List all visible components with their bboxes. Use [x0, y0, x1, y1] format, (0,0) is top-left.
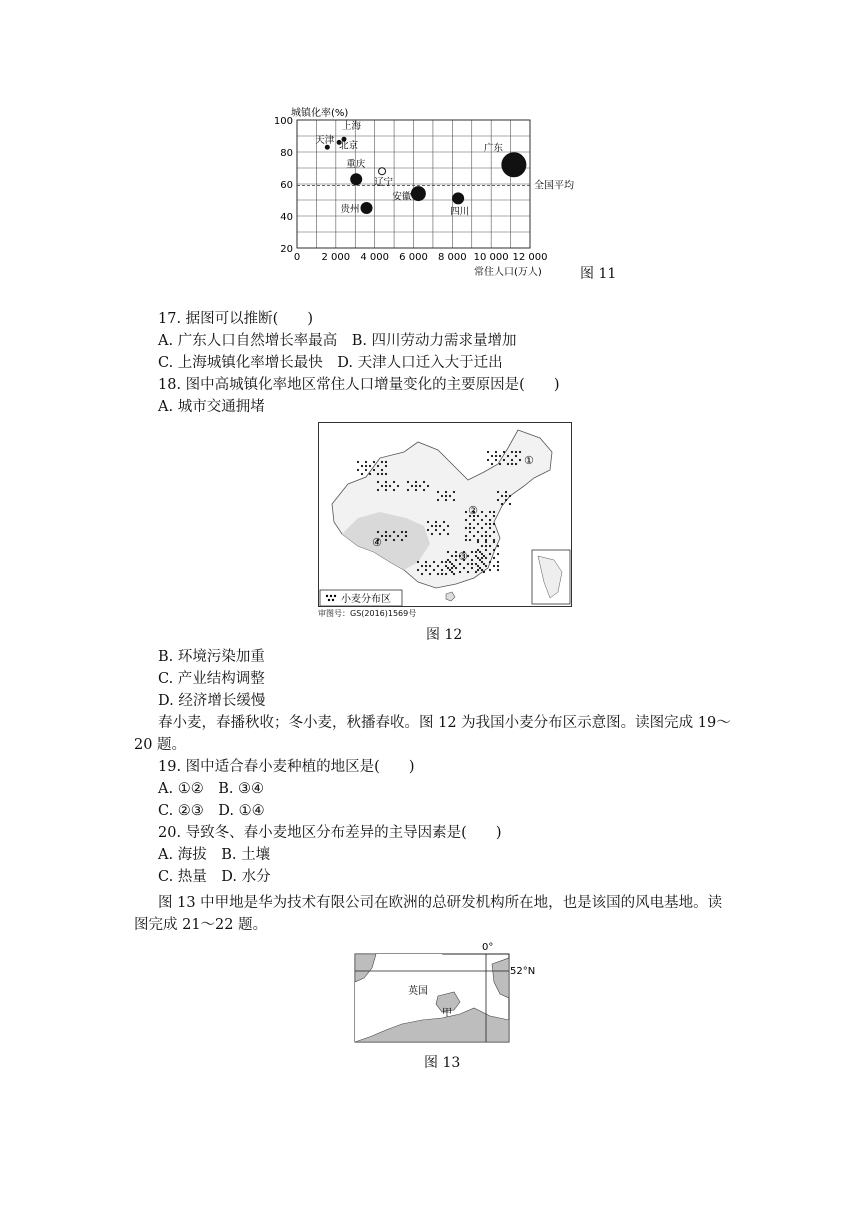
wheat-dot — [377, 473, 379, 475]
wheat-dot — [497, 569, 499, 571]
wheat-dot — [471, 563, 473, 565]
wheat-dot — [369, 473, 371, 475]
wheat-dot — [469, 523, 471, 525]
q20-options-cd: C. 热量 D. 水分 — [158, 869, 271, 885]
wheat-dot — [429, 573, 431, 575]
wheat-dot — [381, 473, 383, 475]
wheat-dot — [423, 489, 425, 491]
x-tick-label: 4 000 — [360, 252, 389, 263]
wheat-dot — [475, 555, 477, 557]
wheat-dot — [487, 451, 489, 453]
wheat-dot — [437, 565, 439, 567]
wheat-dot — [503, 459, 505, 461]
point-label: 辽宁 — [374, 177, 394, 189]
legend-label: 小麦分布区 — [341, 594, 391, 605]
wheat-dot — [511, 451, 513, 453]
wheat-dot — [451, 571, 453, 573]
wheat-dot — [393, 489, 395, 491]
chart-points — [315, 120, 526, 217]
wheat-dot — [489, 569, 491, 571]
q18-option-c: C. 产业结构调整 — [158, 671, 265, 687]
wheat-dot — [455, 551, 457, 553]
wheat-dot — [393, 481, 395, 483]
wheat-dot — [389, 535, 391, 537]
wheat-dot — [489, 511, 491, 513]
q19-options-cd: C. ②③ D. ①④ — [158, 803, 265, 819]
wheat-dot — [481, 545, 483, 547]
wheat-dot — [415, 481, 417, 483]
point-label: 广东 — [483, 142, 503, 154]
wheat-dot — [499, 455, 501, 457]
wheat-dot — [453, 499, 455, 501]
wheat-dot — [401, 531, 403, 533]
wheat-dot — [493, 549, 495, 551]
q20-stem: 20. 导致冬、春小麦地区分布差异的主导因素是( ) — [158, 825, 502, 841]
wheat-dot — [425, 569, 427, 571]
wheat-dot — [489, 523, 491, 525]
wheat-dot — [497, 499, 499, 501]
y-tick-label: 100 — [273, 116, 293, 127]
point-label: 天津 — [315, 135, 335, 147]
wheat-dot — [499, 463, 501, 465]
wheat-dot — [377, 481, 379, 483]
point-label: 重庆 — [346, 159, 366, 171]
wheat-dot — [479, 567, 481, 569]
point-label: 安徽 — [392, 191, 412, 203]
wheat-dot — [421, 573, 423, 575]
x-tick-label: 0 — [293, 252, 301, 263]
wheat-dot — [407, 481, 409, 483]
wheat-dot — [393, 539, 395, 541]
wheat-dot — [493, 511, 495, 513]
wheat-dot — [483, 555, 485, 557]
wheat-dot — [465, 539, 467, 541]
wheat-dot — [473, 535, 475, 537]
data-point — [379, 168, 386, 175]
wheat-dot — [385, 531, 387, 533]
wheat-dot — [485, 545, 487, 547]
wheat-dot — [471, 559, 473, 561]
wheat-dot — [465, 535, 467, 537]
wheat-dot — [493, 531, 495, 533]
wheat-dot — [487, 459, 489, 461]
x-tick-label: 2 000 — [321, 252, 351, 263]
wheat-dot — [515, 463, 517, 465]
wheat-dot — [445, 499, 447, 501]
data-point — [351, 174, 362, 185]
wheat-dot — [497, 491, 499, 493]
marker-3: ③ — [458, 550, 468, 563]
wheat-dot — [385, 465, 387, 467]
wheat-dot — [507, 455, 509, 457]
wheat-dot — [479, 559, 481, 561]
wheat-dot — [501, 503, 503, 505]
wheat-dot — [471, 551, 473, 553]
q18-option-d: D. 经济增长缓慢 — [158, 693, 266, 709]
wheat-dot — [489, 535, 491, 537]
data-point — [502, 153, 526, 177]
wheat-dot — [485, 515, 487, 517]
wheat-dot — [481, 535, 483, 537]
wheat-dot — [401, 539, 403, 541]
wheat-dot — [477, 569, 479, 571]
wheat-dot — [477, 531, 479, 533]
wheat-dot — [443, 521, 445, 523]
point-label: 贵州 — [340, 204, 360, 215]
marker-2: ② — [468, 504, 478, 517]
site-label: 甲 — [442, 1008, 452, 1019]
wheat-dot — [451, 563, 453, 565]
intro-21-22-line2: 图完成 21～22 题。 — [134, 917, 268, 933]
wheat-dot — [463, 567, 465, 569]
wheat-dot — [485, 531, 487, 533]
wheat-dot — [503, 451, 505, 453]
wheat-dot — [477, 557, 479, 559]
wheat-dot — [381, 485, 383, 487]
wheat-dot — [447, 559, 449, 561]
wheat-dot — [519, 459, 521, 461]
wheat-dot — [485, 541, 487, 543]
wheat-dot — [405, 531, 407, 533]
wheat-dot — [505, 499, 507, 501]
data-point — [411, 187, 425, 201]
wheat-dot — [385, 539, 387, 541]
data-point — [453, 193, 464, 204]
wheat-dot — [405, 535, 407, 537]
wheat-dot — [465, 519, 467, 521]
wheat-dot — [441, 569, 443, 571]
q19-options-ab: A. ①② B. ③④ — [158, 781, 265, 797]
intro-19-20-line1: 春小麦，春播秋收；冬小麦，秋播春收。图 12 为我国小麦分布区示意图。读图完成 19～ — [158, 715, 731, 731]
wheat-dot — [449, 561, 451, 563]
wheat-dot — [465, 527, 467, 529]
data-point — [361, 203, 372, 214]
wheat-dot — [477, 539, 479, 541]
wheat-dot — [385, 473, 387, 475]
wheat-dot — [439, 533, 441, 535]
figure-11-chart — [0, 0, 860, 290]
wheat-dot — [477, 523, 479, 525]
wheat-dot — [447, 551, 449, 553]
wheat-dot — [493, 515, 495, 517]
wheat-dot — [447, 525, 449, 527]
wheat-dot — [425, 565, 427, 567]
wheat-dot — [497, 545, 499, 547]
wheat-dot — [377, 489, 379, 491]
wheat-dot — [377, 531, 379, 533]
figure-12-caption: 图 12 — [426, 627, 463, 643]
wheat-dot — [491, 455, 493, 457]
wheat-dot — [445, 573, 447, 575]
wheat-dot — [495, 455, 497, 457]
wheat-dot — [485, 523, 487, 525]
wheat-dot — [481, 519, 483, 521]
wheat-dot — [439, 525, 441, 527]
q18-option-a: A. 城市交通拥堵 — [158, 399, 265, 415]
wheat-dot — [373, 469, 375, 471]
wheat-dot — [489, 553, 491, 555]
wheat-dot — [467, 571, 469, 573]
q17-options-ab: A. 广东人口自然增长率最高 B. 四川劳动力需求量增加 — [158, 333, 517, 349]
wheat-dot — [411, 485, 413, 487]
wheat-dot — [475, 563, 477, 565]
wheat-dot — [427, 485, 429, 487]
wheat-dot — [385, 535, 387, 537]
intro-21-22-line1: 图 13 中甲地是华为技术有限公司在欧洲的总研发机构所在地，也是该国的风电基地。读 — [158, 895, 723, 911]
intro-19-20-line2: 20 题。 — [134, 737, 187, 753]
wheat-dot — [515, 455, 517, 457]
wheat-dot — [415, 485, 417, 487]
wheat-dot — [493, 523, 495, 525]
wheat-dot — [467, 563, 469, 565]
wheat-dot — [445, 495, 447, 497]
q17-stem: 17. 据图可以推断( ) — [158, 311, 313, 327]
wheat-dot — [433, 569, 435, 571]
wheat-dot — [415, 489, 417, 491]
wheat-dot — [435, 521, 437, 523]
wheat-dot — [423, 481, 425, 483]
wheat-dot — [495, 451, 497, 453]
q18-option-b: B. 环境污染加重 — [158, 649, 265, 665]
country-label: 英国 — [408, 986, 428, 997]
wheat-dot — [419, 485, 421, 487]
wheat-dot — [437, 573, 439, 575]
y-tick-label: 80 — [280, 148, 293, 159]
wheat-dot — [455, 567, 457, 569]
wheat-dot — [427, 521, 429, 523]
y-tick-label: 40 — [280, 212, 293, 223]
wheat-dot — [365, 465, 367, 467]
figure-11-caption: 图 11 — [580, 266, 617, 282]
point-label: 北京 — [339, 140, 359, 152]
wheat-dot — [509, 503, 511, 505]
y-axis-label: 城镇化率(%) — [291, 108, 349, 119]
wheat-dot — [485, 549, 487, 551]
q19-stem: 19. 图中适合春小麦种植的地区是( ) — [158, 759, 415, 775]
wheat-dot — [481, 569, 483, 571]
wheat-dot — [451, 555, 453, 557]
wheat-dot — [453, 573, 455, 575]
wheat-dot — [485, 539, 487, 541]
figure-13-map — [350, 938, 550, 1048]
wheat-dot — [519, 451, 521, 453]
wheat-dot — [385, 481, 387, 483]
wheat-dot — [469, 527, 471, 529]
figure-13-caption: 图 13 — [424, 1055, 461, 1071]
wheat-dot — [381, 469, 383, 471]
wheat-dot — [373, 461, 375, 463]
wheat-dot — [481, 527, 483, 529]
wheat-dot — [447, 567, 449, 569]
wheat-dot — [511, 459, 513, 461]
map-approval-number: 审图号：GS(2016)1569号 — [318, 609, 417, 618]
x-tick-label: 12 000 — [512, 252, 548, 263]
wheat-dot — [489, 519, 491, 521]
x-tick-label: 10 000 — [473, 252, 509, 263]
wheat-dot — [465, 511, 467, 513]
wheat-dot — [505, 495, 507, 497]
wheat-dot — [459, 571, 461, 573]
wheat-dot — [455, 555, 457, 557]
marker-1: ① — [524, 454, 534, 467]
wheat-dot — [369, 465, 371, 467]
wheat-dot — [483, 563, 485, 565]
wheat-dot — [475, 551, 477, 553]
longitude-label: 0° — [482, 942, 494, 953]
point-label: 上海 — [341, 121, 362, 133]
wheat-dot — [417, 569, 419, 571]
wheat-dot — [483, 571, 485, 573]
wheat-dot — [481, 557, 483, 559]
wheat-dot — [441, 495, 443, 497]
wheat-dot — [377, 465, 379, 467]
wheat-dot — [397, 535, 399, 537]
wheat-dot — [437, 491, 439, 493]
wheat-dot — [361, 465, 363, 467]
wheat-dot — [489, 561, 491, 563]
wheat-dot — [435, 525, 437, 527]
wheat-dot — [477, 541, 479, 543]
wheat-dot — [505, 491, 507, 493]
q17-options-cd: C. 上海城镇化率增长最快 D. 天津人口迁入大于迁出 — [158, 355, 503, 371]
wheat-dot — [493, 557, 495, 559]
wheat-dot — [445, 561, 447, 563]
wheat-dot — [471, 567, 473, 569]
wheat-dot — [477, 565, 479, 567]
wheat-dot — [435, 529, 437, 531]
wheat-dot — [481, 561, 483, 563]
wheat-dot — [437, 499, 439, 501]
q18-stem: 18. 图中高城镇化率地区常住人口增量变化的主要原因是( ) — [158, 377, 560, 393]
wheat-dot — [515, 451, 517, 453]
wheat-dot — [357, 469, 359, 471]
wheat-dot — [431, 533, 433, 535]
wheat-dot — [443, 529, 445, 531]
wheat-dot — [407, 489, 409, 491]
wheat-dot — [421, 565, 423, 567]
wheat-dot — [469, 539, 471, 541]
wheat-dot — [453, 565, 455, 567]
wheat-dot — [469, 531, 471, 533]
wheat-dot — [481, 511, 483, 513]
wheat-dot — [427, 529, 429, 531]
wheat-dot — [365, 461, 367, 463]
wheat-dot — [475, 571, 477, 573]
x-axis-label: 常住人口(万人) — [474, 267, 542, 278]
wheat-dot — [445, 491, 447, 493]
national-average-label: 全国平均 — [534, 180, 574, 192]
wheat-dot — [441, 573, 443, 575]
wheat-dot — [445, 565, 447, 567]
wheat-dot — [389, 485, 391, 487]
wheat-dot — [489, 527, 491, 529]
marker-4: ④ — [372, 536, 382, 549]
wheat-dot — [357, 461, 359, 463]
wheat-dot — [429, 565, 431, 567]
wheat-dot — [385, 461, 387, 463]
wheat-dot — [493, 539, 495, 541]
wheat-dot — [493, 565, 495, 567]
wheat-dot — [489, 545, 491, 547]
wheat-dot — [433, 561, 435, 563]
q20-options-ab: A. 海拔 B. 土壤 — [158, 847, 271, 863]
wheat-dot — [447, 533, 449, 535]
wheat-dot — [441, 561, 443, 563]
wheat-dot — [365, 469, 367, 471]
wheat-dot — [449, 569, 451, 571]
wheat-dot — [497, 565, 499, 567]
x-tick-label: 6 000 — [399, 252, 428, 263]
wheat-dot — [481, 553, 483, 555]
wheat-dot — [511, 463, 513, 465]
wheat-dot — [417, 561, 419, 563]
wheat-dot — [455, 559, 457, 561]
wheat-dot — [497, 553, 499, 555]
latitude-label: 52°N — [510, 966, 536, 977]
wheat-dot — [431, 525, 433, 527]
wheat-dot — [479, 551, 481, 553]
wheat-dot — [473, 519, 475, 521]
wheat-dot — [491, 463, 493, 465]
x-tick-label: 8 000 — [438, 252, 467, 263]
wheat-dot — [459, 563, 461, 565]
wheat-dot — [485, 535, 487, 537]
wheat-dot — [485, 557, 487, 559]
wheat-dot — [453, 491, 455, 493]
wheat-dot — [501, 495, 503, 497]
wheat-dot — [485, 565, 487, 567]
wheat-dot — [425, 561, 427, 563]
wheat-dot — [393, 531, 395, 533]
point-label: 四川 — [450, 206, 470, 218]
wheat-dot — [385, 485, 387, 487]
wheat-dot — [449, 495, 451, 497]
wheat-dot — [473, 527, 475, 529]
wheat-dot — [509, 495, 511, 497]
wheat-dot — [397, 485, 399, 487]
wheat-dot — [507, 463, 509, 465]
wheat-dot — [381, 461, 383, 463]
wheat-dot — [385, 489, 387, 491]
y-tick-label: 60 — [280, 180, 293, 191]
figure-12-map — [318, 422, 572, 608]
wheat-dot — [497, 561, 499, 563]
wheat-dot — [495, 459, 497, 461]
wheat-dot — [493, 541, 495, 543]
wheat-dot — [451, 567, 453, 569]
wheat-dot — [477, 549, 479, 551]
y-tick-label: 20 — [280, 244, 293, 255]
wheat-dot — [361, 473, 363, 475]
